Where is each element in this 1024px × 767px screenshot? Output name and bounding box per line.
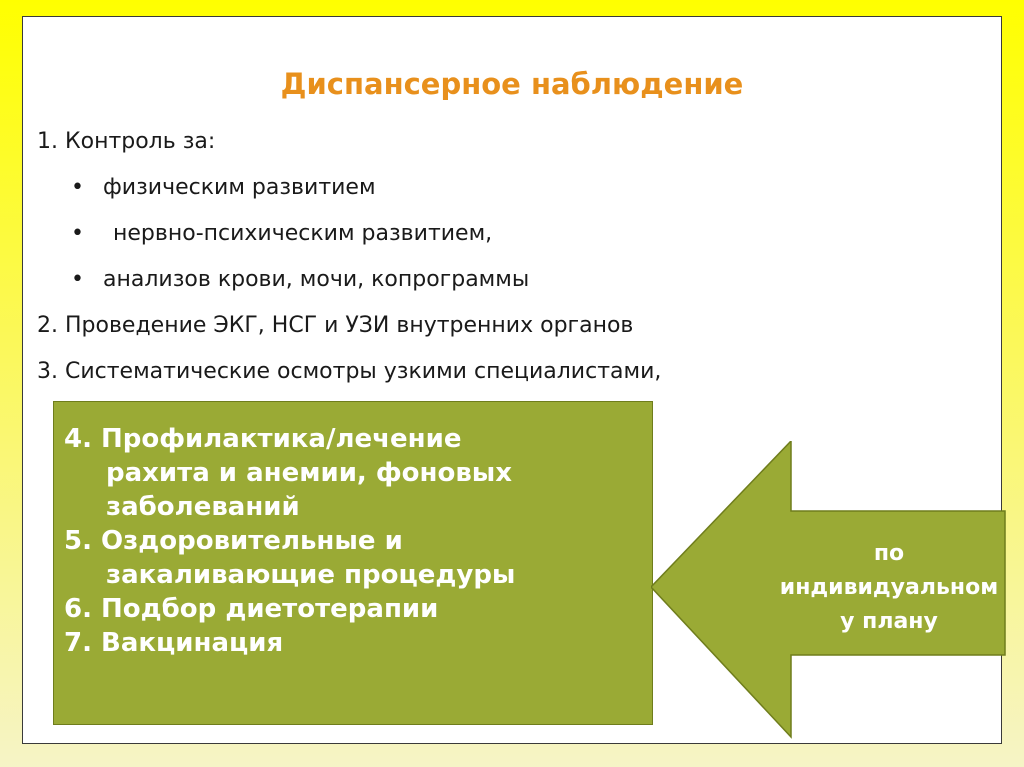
item-3: 3. Систематические осмотры узкими специалистами, (37, 359, 662, 384)
box-line: 4. Профилактика/лечение (64, 424, 462, 454)
list-item-text: нервно-психическим развитием, (113, 221, 493, 246)
box-line: заболеваний (106, 492, 300, 522)
bullet-icon: • (71, 221, 84, 246)
bullet-icon: • (71, 175, 84, 200)
arrow-label (771, 537, 1007, 639)
box-line: 7. Вакцинация (64, 628, 284, 658)
arrow-label-line: по (873, 541, 905, 566)
box-line: рахита и анемии, фоновых (106, 458, 513, 488)
box-line: закаливающие процедуры (106, 560, 516, 590)
arrow-label-line: индивидуальном (779, 575, 999, 600)
left-arrow-shape (651, 441, 1007, 741)
box-line: 5. Оздоровительные и (64, 526, 403, 556)
list-item-text: физическим развитием (103, 175, 376, 200)
arrow-label-line: у плану (840, 609, 938, 634)
list-item-text: анализов крови, мочи, копрограммы (103, 267, 530, 292)
item-2: 2. Проведение ЭКГ, НСГ и УЗИ внутренних органов (37, 313, 634, 338)
slide-frame (22, 16, 1002, 744)
prevention-box (53, 401, 653, 725)
box-line: 6. Подбор диетотерапии (64, 594, 439, 624)
slide-title: Диспансерное наблюдение (280, 67, 744, 101)
bullet-icon: • (71, 267, 84, 292)
control-heading: 1. Контроль за: (37, 129, 216, 154)
